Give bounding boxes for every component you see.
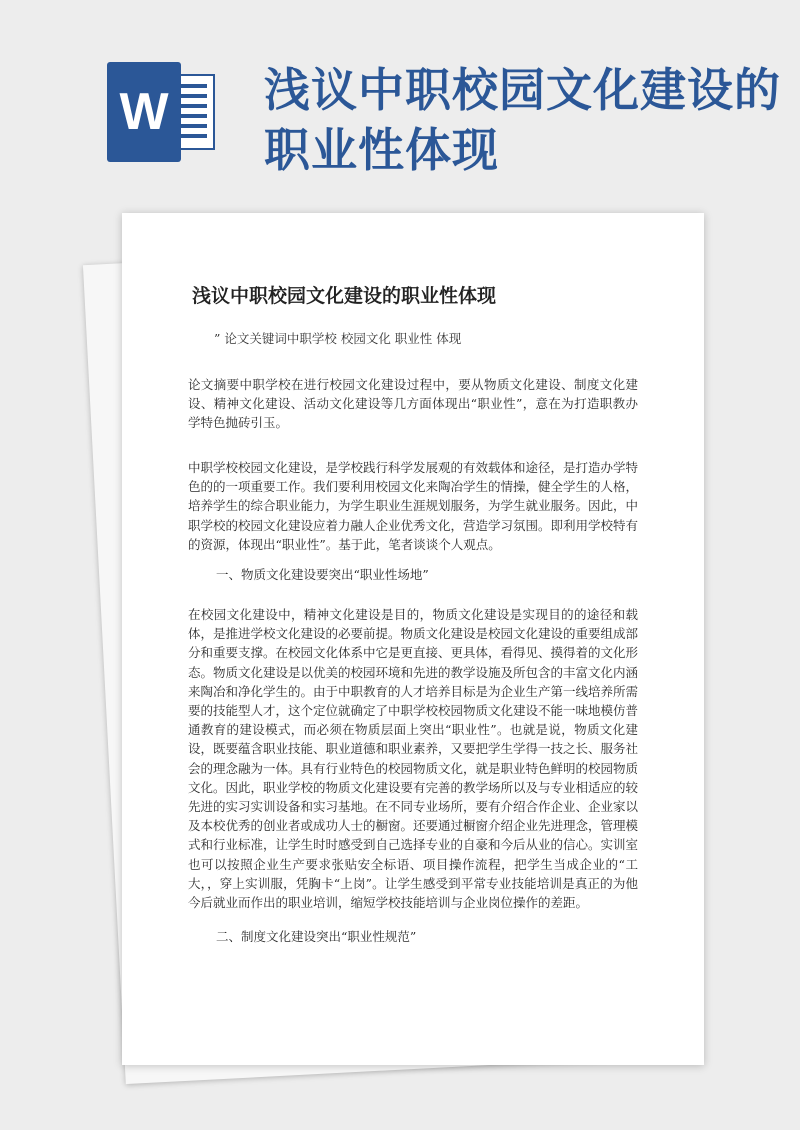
word-letter-badge: W [107, 62, 181, 162]
section1-heading: 一、物质文化建设要突出“职业性场地” [216, 567, 429, 582]
section1-body: 在校园文化建设中，精神文化建设是目的，物质文化建设是实现目的的途径和载体，是推进学校文化建设的必要前提。物质文化建设是校园文化建设的重要组成部分和重要支撑。在校园文化体系中它是更直接、更具体，看得见、摸得着的文化形态。物质文化建设是以优美的校园环境和先进的教学设施及所包含的丰富文化内涵来陶冶和净化学生的。由于中职教育的人才培养目标是为企业生产第一线培养所需要的技能型人才，这个定位就确定了中职学校校园物质文化建设不能一味地模仿普通教育的建设模式，而必须在物质层面上突出“职业性”。也就是说，物质文化建设，既要蕴含职业技能、职业道德和职业素养，又要把学生学得一技之长、服务社会的理念融为一体。具有行业特色的校园物质文化，就是职业特色鲜明的校园物质文化。因此，职业学校的物质文化建设要有完善的教学场所以及与专业相适应的较先进的实习实训设备和实习基地。在不同专业场所，要有介绍合作企业、企业家以及本校优秀的创业者或成功人士的橱窗。还要通过橱窗介绍企业先进理念，管理模式和行业标准，让学生时时感受到自己选择专业的自豪和今后从业的信心。实训室也可以按照企业生产要求张贴安全标语、项目操作流程，把学生当成企业的“工大，，穿上实训服，凭胸卡“上岗”。让学生感受到平常专业技能培训是真正的为他今后就业而作出的职业培训，缩短学校技能培训与企业岗位操作的差距。 [188, 607, 639, 911]
abstract-paragraph: 论文摘要中职学校在进行校园文化建设过程中，要从物质文化建设、制度文化建设、精神文化建设、活动文化建设等几方面体现出“职业性”，意在为打造职教办学特色抛砖引玉。 [188, 377, 638, 431]
document-page [122, 213, 704, 1065]
keywords-line: ” 论文关键词中职学校 校园文化 职业性 体现 [214, 331, 462, 346]
section2-heading: 二、制度文化建设突出“职业性规范” [216, 929, 417, 944]
word-app-logo [107, 62, 221, 162]
intro-paragraph: 中职学校校园文化建设，是学校践行科学发展观的有效载体和途径，是打造办学特色的的一项重要工作。我们要利用校园文化来陶冶学生的情操，健全学生的人格，培养学生的综合职业能力，为学生职业生涯规划服务，为学生就业服务。因此，中职学校的校园文化建设应着力融人企业优秀文化，营造学习氛围。即利用学校特有的资源，体现出“职业性”。基于此，笔者谈谈个人观点。 [188, 460, 639, 552]
banner-title: 浅议中职校园文化建设的职业性体现 [264, 63, 781, 177]
document-title: 浅议中职校园文化建设的职业性体现 [192, 285, 497, 307]
